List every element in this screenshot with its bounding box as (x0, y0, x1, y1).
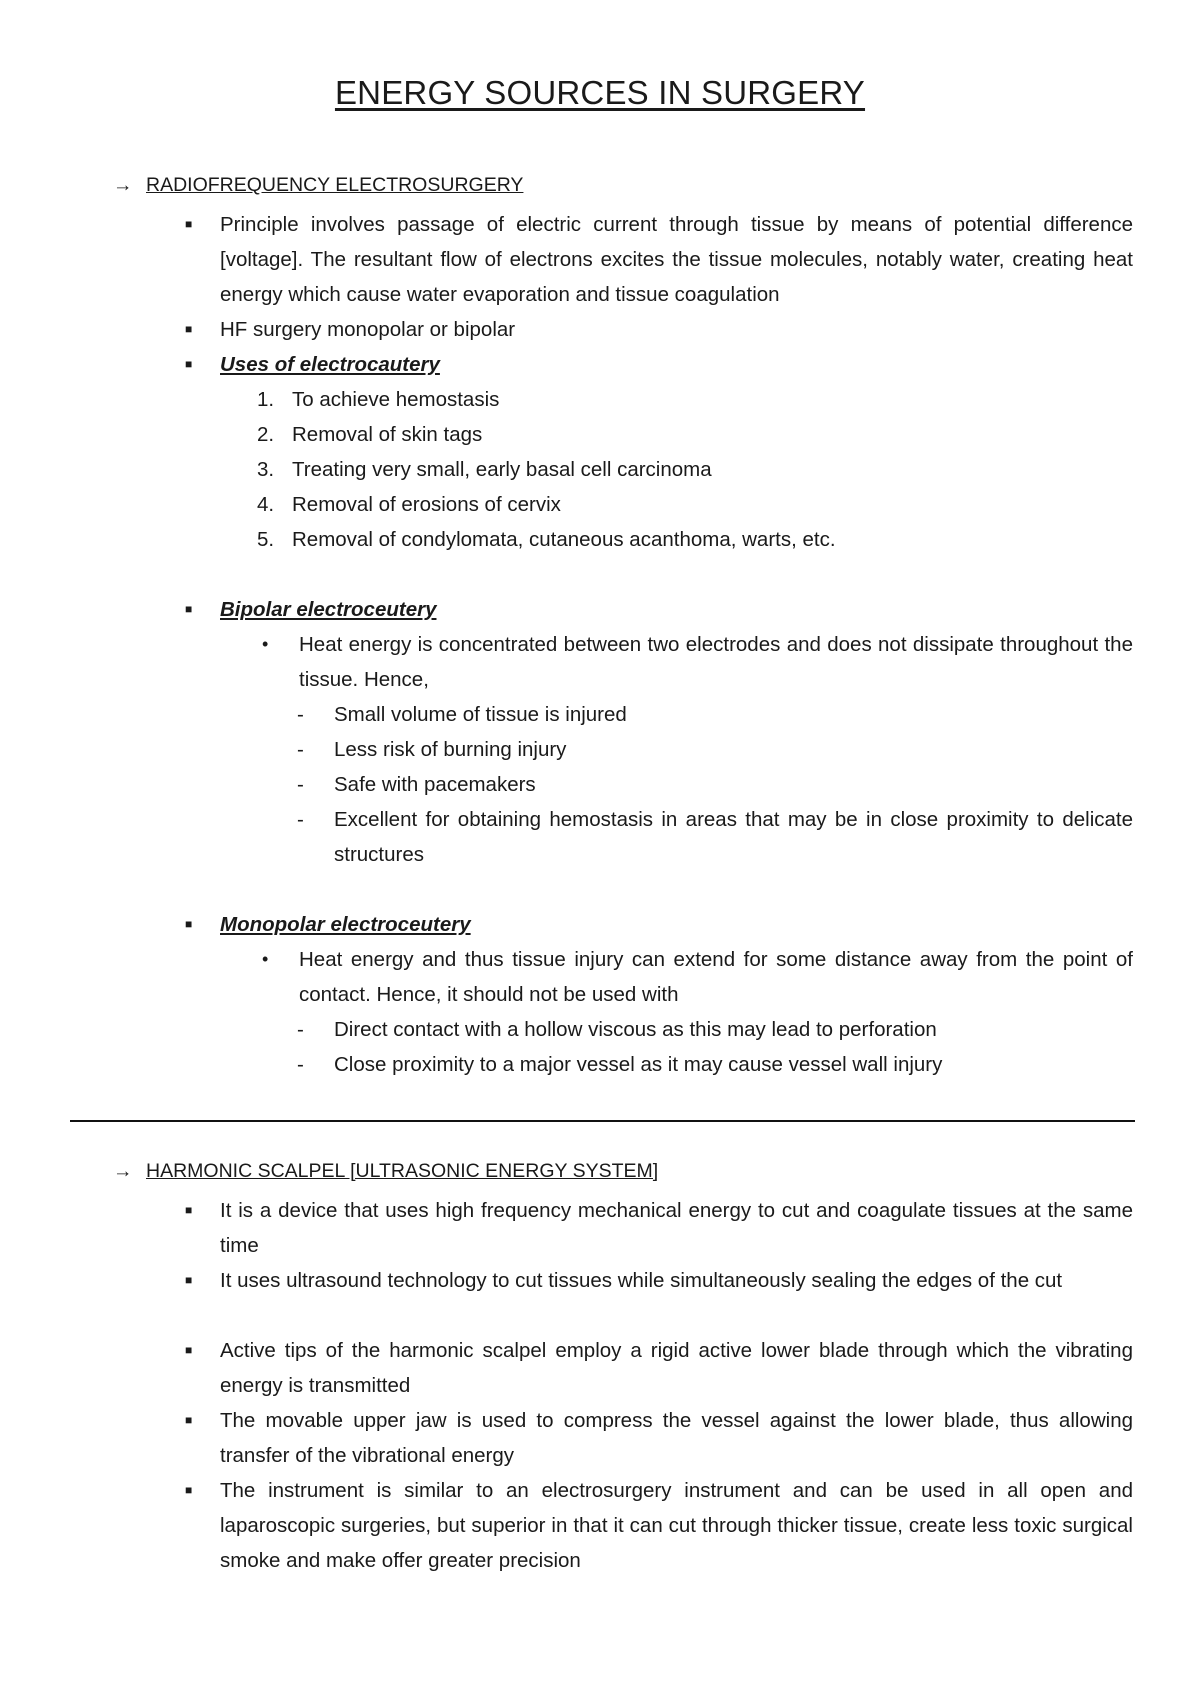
dash-text: Less risk of burning injury (334, 738, 567, 761)
dash-text: Safe with pacemakers (334, 773, 536, 796)
bullet-item-uses (185, 347, 1133, 382)
bullet-item (185, 1473, 1133, 1578)
bullet-item (185, 1263, 1133, 1298)
item-text: To achieve hemostasis (292, 388, 500, 411)
bullet-text: It is a device that uses high frequency mechanical energy to cut and coagulate tissues at the same time (220, 1199, 1133, 1257)
numbered-item (257, 382, 1133, 417)
dash-item (297, 1047, 1133, 1082)
dash-text: Close proximity to a major vessel as it may cause vessel wall injury (334, 1053, 943, 1076)
dash-text: Excellent for obtaining hemostasis in areas that may be in close proximity to delicate structures (334, 808, 1133, 866)
bullet-item (185, 1193, 1133, 1263)
point-text: Heat energy and thus tissue injury can extend for some distance away from the point of contact. Hence, it should not be used with (299, 948, 1133, 1006)
square-bullet-icon: ■ (185, 217, 193, 231)
bullet-text: Principle involves passage of electric current through tissue by means of potential difference [voltage]. The resultant flow of electrons excites the tissue molecules, notably water, creating heat energy which cause water evaporation and tissue coagulation (220, 213, 1133, 306)
bullet-text: HF surgery monopolar or bipolar (220, 318, 516, 341)
bullet-text: The movable upper jaw is used to compress the vessel against the lower blade, thus allowing transfer of the vibrational energy (220, 1409, 1133, 1467)
square-bullet-icon: ■ (185, 1343, 193, 1357)
bullet-item (185, 312, 1133, 347)
dash-item (297, 767, 1133, 802)
dash-marker: - (297, 1053, 304, 1076)
dash-marker: - (297, 703, 304, 726)
item-number: 4. (257, 493, 275, 516)
bullet-text: It uses ultrasound technology to cut tissues while simultaneously sealing the edges of the cut (220, 1269, 1063, 1292)
bullet-item-monopolar (185, 907, 1133, 942)
numbered-item (257, 522, 1133, 557)
square-bullet-icon: ■ (185, 1273, 193, 1287)
arrow-icon: → (113, 1160, 133, 1182)
bullet-text: The instrument is similar to an electrosurgery instrument and can be used in all open and laparoscopic surgeries, but superior in that it can cut through thicker tissue, create less toxic surgical smoke and make offer greater precision (220, 1479, 1133, 1572)
subsection-label-uses: Uses of electrocautery (220, 353, 440, 376)
square-bullet-icon: ■ (185, 1413, 193, 1427)
square-bullet-icon: ■ (185, 917, 193, 931)
bullet-item (185, 1333, 1133, 1403)
page-title: ENERGY SOURCES IN SURGERY (334, 74, 866, 111)
arrow-icon: → (113, 174, 133, 196)
bullet-text: Active tips of the harmonic scalpel employ a rigid active lower blade through which the vibrating energy is transmitted (220, 1339, 1133, 1397)
square-bullet-icon: ■ (185, 1203, 193, 1217)
numbered-item (257, 452, 1133, 487)
dot-bullet-icon: • (262, 634, 269, 654)
dash-marker: - (297, 1018, 304, 1041)
dash-item (297, 732, 1133, 767)
subsection-label-bipolar: Bipolar electroceutery (220, 598, 437, 621)
subsection-label-monopolar: Monopolar electroceutery (220, 913, 471, 936)
item-text: Removal of skin tags (292, 423, 483, 446)
item-number: 5. (257, 528, 275, 551)
section-heading-text: RADIOFREQUENCY ELECTROSURGERY (146, 174, 524, 196)
dash-marker: - (297, 773, 304, 796)
item-number: 3. (257, 458, 275, 481)
item-number: 1. (257, 388, 275, 411)
bullet-item (185, 207, 1133, 312)
numbered-item (257, 487, 1133, 522)
point-item (262, 942, 1133, 1012)
square-bullet-icon: ■ (185, 322, 193, 336)
section-divider (70, 1120, 1135, 1122)
section-heading-harmonic (113, 1160, 658, 1183)
dot-bullet-icon: • (262, 949, 269, 969)
item-text: Treating very small, early basal cell carcinoma (292, 458, 712, 481)
dash-marker: - (297, 738, 304, 761)
square-bullet-icon: ■ (185, 602, 193, 616)
point-item (262, 627, 1133, 697)
square-bullet-icon: ■ (185, 357, 193, 371)
dash-text: Direct contact with a hollow viscous as this may lead to perforation (334, 1018, 937, 1041)
dash-item (297, 802, 1133, 872)
dash-item (297, 1012, 1133, 1047)
dash-marker: - (297, 808, 304, 831)
item-number: 2. (257, 423, 275, 446)
item-text: Removal of erosions of cervix (292, 493, 561, 516)
point-text: Heat energy is concentrated between two electrodes and does not dissipate throughout the tissue. Hence, (299, 633, 1133, 691)
numbered-item (257, 417, 1133, 452)
section-heading-radiofrequency (113, 174, 523, 197)
dash-item (297, 697, 1133, 732)
square-bullet-icon: ■ (185, 1483, 193, 1497)
bullet-item-bipolar (185, 592, 1133, 627)
item-text: Removal of condylomata, cutaneous acanthoma, warts, etc. (292, 528, 836, 551)
bullet-item (185, 1403, 1133, 1473)
dash-text: Small volume of tissue is injured (334, 703, 627, 726)
section-heading-text: HARMONIC SCALPEL [ULTRASONIC ENERGY SYSTEM] (146, 1160, 659, 1182)
